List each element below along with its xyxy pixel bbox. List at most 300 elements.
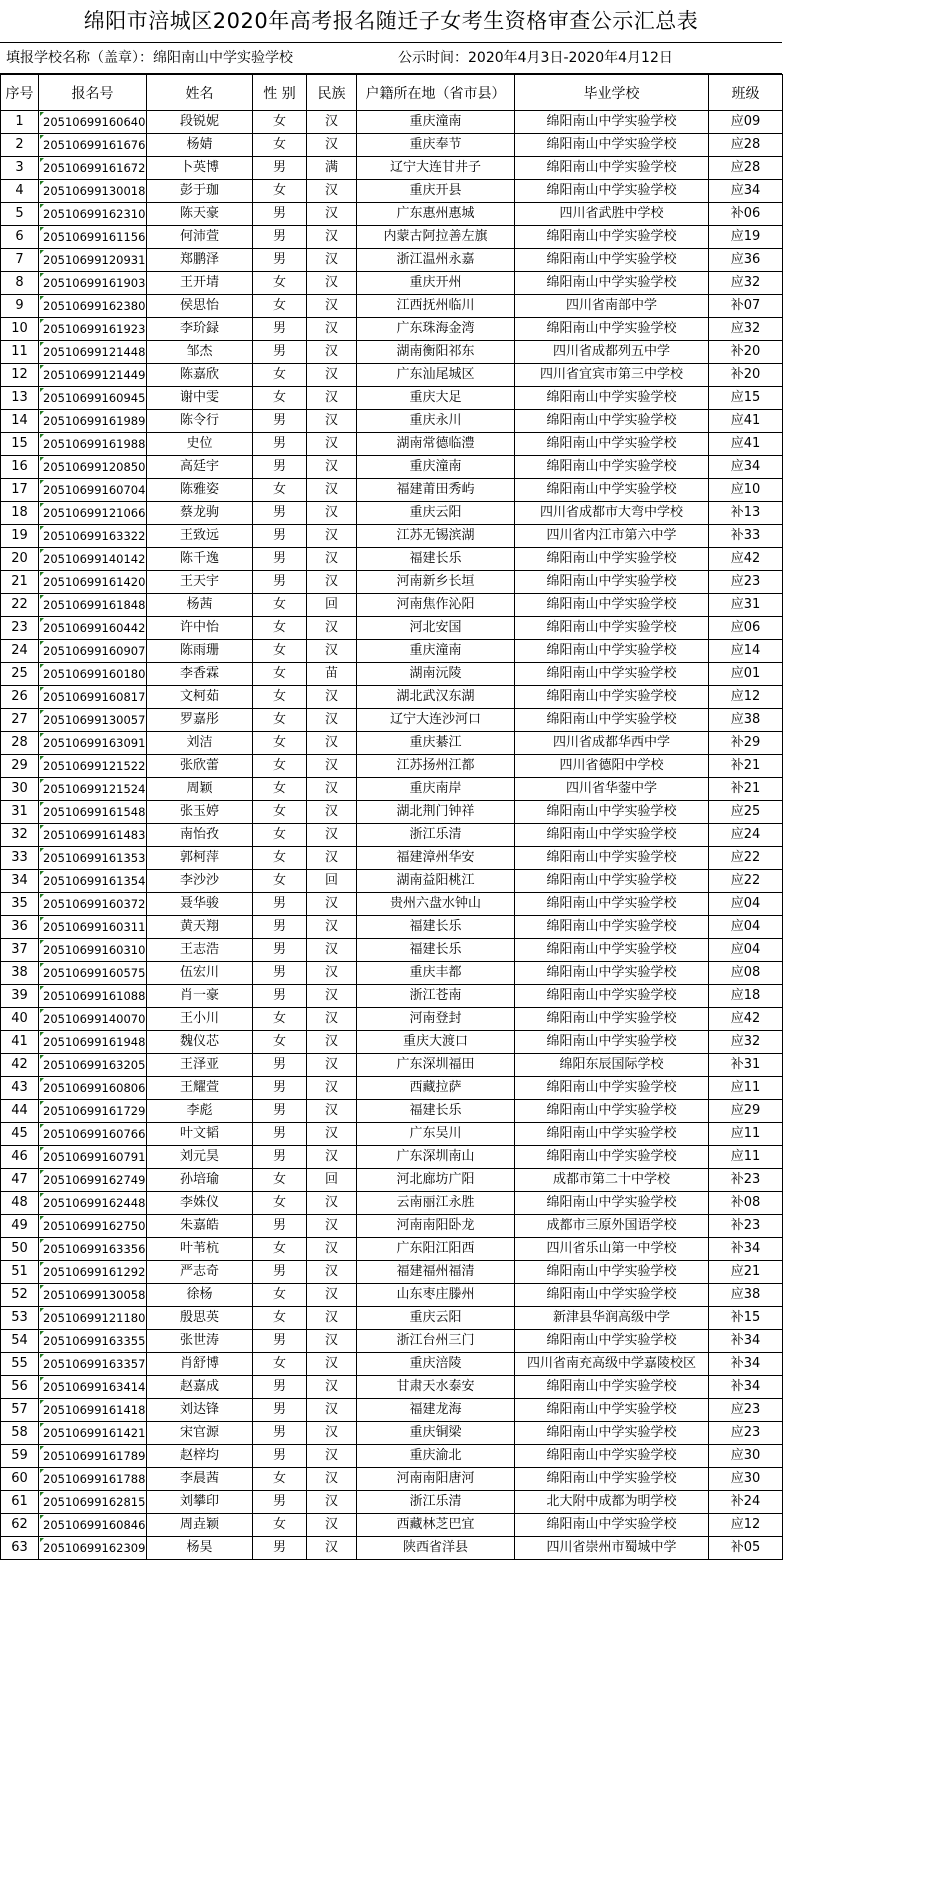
ethnicity-cell: 汉 <box>307 1376 357 1399</box>
reg-no-cell: 20510699160442 <box>39 617 147 640</box>
table-row <box>1 1077 783 1100</box>
hukou-cell: 湖北荆门钟祥 <box>357 801 515 824</box>
reg-no-cell: 20510699121066 <box>39 502 147 525</box>
gender-cell: 男 <box>253 341 307 364</box>
class-cell: 应34 <box>709 456 783 479</box>
class-cell: 应32 <box>709 1031 783 1054</box>
name-cell: 张欣蕾 <box>147 755 253 778</box>
reg-no-cell: 20510699161418 <box>39 1399 147 1422</box>
seq-cell: 63 <box>1 1537 39 1560</box>
hukou-cell: 福建长乐 <box>357 939 515 962</box>
school-cell: 绵阳南山中学实验学校 <box>515 801 709 824</box>
table-row <box>1 1376 783 1399</box>
seq-cell: 27 <box>1 709 39 732</box>
seq-cell: 13 <box>1 387 39 410</box>
school-cell: 绵阳南山中学实验学校 <box>515 456 709 479</box>
name-cell: 南怡孜 <box>147 824 253 847</box>
gender-cell: 男 <box>253 410 307 433</box>
reg-no-cell: 20510699161903 <box>39 272 147 295</box>
name-cell: 高廷宇 <box>147 456 253 479</box>
table-row <box>1 1399 783 1422</box>
ethnicity-cell: 汉 <box>307 226 357 249</box>
hukou-cell: 重庆潼南 <box>357 456 515 479</box>
school-cell: 绵阳南山中学实验学校 <box>515 1146 709 1169</box>
name-cell: 肖舒博 <box>147 1353 253 1376</box>
hukou-cell: 重庆綦江 <box>357 732 515 755</box>
table-row <box>1 364 783 387</box>
school-cell: 四川省华蓥中学 <box>515 778 709 801</box>
reg-no-cell: 20510699163322 <box>39 525 147 548</box>
name-cell: 侯思怡 <box>147 295 253 318</box>
reg-no-cell: 20510699121180 <box>39 1307 147 1330</box>
table-row <box>1 617 783 640</box>
class-cell: 应11 <box>709 1146 783 1169</box>
table-row <box>1 1445 783 1468</box>
gender-cell: 女 <box>253 732 307 755</box>
seq-cell: 3 <box>1 157 39 180</box>
ethnicity-cell: 汉 <box>307 824 357 847</box>
seq-cell: 16 <box>1 456 39 479</box>
gender-cell: 男 <box>253 939 307 962</box>
hukou-cell: 浙江苍南 <box>357 985 515 1008</box>
reg-no-cell: 20510699163091 <box>39 732 147 755</box>
hukou-cell: 福建漳州华安 <box>357 847 515 870</box>
school-cell: 绵阳南山中学实验学校 <box>515 479 709 502</box>
class-cell: 应09 <box>709 111 783 134</box>
class-cell: 应04 <box>709 939 783 962</box>
gender-cell: 男 <box>253 456 307 479</box>
name-cell: 李沙沙 <box>147 870 253 893</box>
ethnicity-cell: 汉 <box>307 985 357 1008</box>
gender-cell: 男 <box>253 1215 307 1238</box>
class-cell: 应15 <box>709 387 783 410</box>
school-cell: 四川省南部中学 <box>515 295 709 318</box>
hukou-cell: 山东枣庄滕州 <box>357 1284 515 1307</box>
gender-cell: 女 <box>253 111 307 134</box>
ethnicity-cell: 汉 <box>307 1192 357 1215</box>
hukou-cell: 广东深圳福田 <box>357 1054 515 1077</box>
reg-no-cell: 20510699160311 <box>39 916 147 939</box>
table-row <box>1 272 783 295</box>
seq-cell: 44 <box>1 1100 39 1123</box>
hukou-cell: 云南丽江永胜 <box>357 1192 515 1215</box>
gender-cell: 女 <box>253 1008 307 1031</box>
class-cell: 补07 <box>709 295 783 318</box>
name-cell: 李香霖 <box>147 663 253 686</box>
name-cell: 王小川 <box>147 1008 253 1031</box>
ethnicity-cell: 回 <box>307 870 357 893</box>
hukou-cell: 江苏无锡滨湖 <box>357 525 515 548</box>
ethnicity-cell: 汉 <box>307 732 357 755</box>
hukou-cell: 内蒙古阿拉善左旗 <box>357 226 515 249</box>
reg-no-cell: 20510699163357 <box>39 1353 147 1376</box>
name-cell: 孙培瑜 <box>147 1169 253 1192</box>
class-cell: 补20 <box>709 341 783 364</box>
ethnicity-cell: 汉 <box>307 525 357 548</box>
school-cell: 绵阳南山中学实验学校 <box>515 111 709 134</box>
school-cell: 绵阳南山中学实验学校 <box>515 1330 709 1353</box>
seq-cell: 29 <box>1 755 39 778</box>
school-cell: 绵阳南山中学实验学校 <box>515 1468 709 1491</box>
seq-cell: 49 <box>1 1215 39 1238</box>
gender-cell: 女 <box>253 1468 307 1491</box>
name-cell: 刘洁 <box>147 732 253 755</box>
name-cell: 彭于珈 <box>147 180 253 203</box>
class-cell: 补23 <box>709 1215 783 1238</box>
table-row <box>1 134 783 157</box>
school-cell: 四川省武胜中学校 <box>515 203 709 226</box>
reg-no-cell: 20510699162448 <box>39 1192 147 1215</box>
ethnicity-cell: 汉 <box>307 1146 357 1169</box>
reg-no-cell: 20510699160180 <box>39 663 147 686</box>
table-row <box>1 502 783 525</box>
ethnicity-cell: 汉 <box>307 410 357 433</box>
gender-cell: 男 <box>253 433 307 456</box>
reg-no-cell: 20510699161354 <box>39 870 147 893</box>
class-cell: 补20 <box>709 364 783 387</box>
name-cell: 史位 <box>147 433 253 456</box>
name-cell: 许中怡 <box>147 617 253 640</box>
gender-cell: 女 <box>253 824 307 847</box>
hukou-cell: 湖南益阳桃江 <box>357 870 515 893</box>
table-row <box>1 1008 783 1031</box>
table-row <box>1 479 783 502</box>
seq-cell: 33 <box>1 847 39 870</box>
ethnicity-cell: 汉 <box>307 318 357 341</box>
seq-cell: 12 <box>1 364 39 387</box>
name-cell: 周垚颖 <box>147 1514 253 1537</box>
school-cell: 绵阳南山中学实验学校 <box>515 962 709 985</box>
name-cell: 王开埥 <box>147 272 253 295</box>
school-cell: 四川省内江市第六中学 <box>515 525 709 548</box>
school-cell: 绵阳南山中学实验学校 <box>515 1008 709 1031</box>
gender-cell: 女 <box>253 1169 307 1192</box>
table-row <box>1 801 783 824</box>
table-row <box>1 318 783 341</box>
reg-no-cell: 20510699160310 <box>39 939 147 962</box>
class-cell: 补34 <box>709 1330 783 1353</box>
header-cell: 报名号 <box>39 75 147 111</box>
hukou-cell: 重庆南岸 <box>357 778 515 801</box>
school-cell: 绵阳南山中学实验学校 <box>515 640 709 663</box>
table-row <box>1 870 783 893</box>
hukou-cell: 江苏扬州江都 <box>357 755 515 778</box>
table-row <box>1 1192 783 1215</box>
hukou-cell: 福建福州福清 <box>357 1261 515 1284</box>
gender-cell: 男 <box>253 203 307 226</box>
table-row <box>1 433 783 456</box>
ethnicity-cell: 汉 <box>307 755 357 778</box>
ethnicity-cell: 汉 <box>307 778 357 801</box>
class-cell: 补08 <box>709 1192 783 1215</box>
gender-cell: 女 <box>253 870 307 893</box>
reg-no-cell: 20510699120850 <box>39 456 147 479</box>
seq-cell: 56 <box>1 1376 39 1399</box>
ethnicity-cell: 汉 <box>307 1445 357 1468</box>
ethnicity-cell: 汉 <box>307 1077 357 1100</box>
hukou-cell: 西藏拉萨 <box>357 1077 515 1100</box>
table-row <box>1 1537 783 1560</box>
gender-cell: 男 <box>253 1445 307 1468</box>
class-cell: 应30 <box>709 1468 783 1491</box>
ethnicity-cell: 汉 <box>307 1468 357 1491</box>
name-cell: 郭柯萍 <box>147 847 253 870</box>
seq-cell: 34 <box>1 870 39 893</box>
hukou-cell: 重庆渝北 <box>357 1445 515 1468</box>
ethnicity-cell: 汉 <box>307 709 357 732</box>
hukou-cell: 河南登封 <box>357 1008 515 1031</box>
ethnicity-cell: 汉 <box>307 1491 357 1514</box>
gender-cell: 女 <box>253 640 307 663</box>
seq-cell: 14 <box>1 410 39 433</box>
table-row <box>1 1100 783 1123</box>
class-cell: 应42 <box>709 1008 783 1031</box>
class-cell: 应31 <box>709 594 783 617</box>
table-row <box>1 1353 783 1376</box>
table-row <box>1 525 783 548</box>
seq-cell: 37 <box>1 939 39 962</box>
seq-cell: 31 <box>1 801 39 824</box>
seq-cell: 57 <box>1 1399 39 1422</box>
gender-cell: 女 <box>253 1192 307 1215</box>
table-row <box>1 387 783 410</box>
table-row <box>1 1514 783 1537</box>
school-cell: 绵阳南山中学实验学校 <box>515 709 709 732</box>
seq-cell: 19 <box>1 525 39 548</box>
header-cell: 民族 <box>307 75 357 111</box>
seq-cell: 53 <box>1 1307 39 1330</box>
class-cell: 补05 <box>709 1537 783 1560</box>
hukou-cell: 重庆潼南 <box>357 640 515 663</box>
class-cell: 应24 <box>709 824 783 847</box>
reg-no-cell: 20510699121449 <box>39 364 147 387</box>
hukou-cell: 湖南衡阳祁东 <box>357 341 515 364</box>
reg-no-cell: 20510699161676 <box>39 134 147 157</box>
gender-cell: 男 <box>253 571 307 594</box>
ethnicity-cell: 汉 <box>307 801 357 824</box>
school-cell: 绵阳南山中学实验学校 <box>515 272 709 295</box>
roster-table <box>0 74 783 1560</box>
reg-no-cell: 20510699130058 <box>39 1284 147 1307</box>
ethnicity-cell: 汉 <box>307 249 357 272</box>
ethnicity-cell: 汉 <box>307 893 357 916</box>
ethnicity-cell: 汉 <box>307 203 357 226</box>
gender-cell: 女 <box>253 1284 307 1307</box>
seq-cell: 52 <box>1 1284 39 1307</box>
table-row <box>1 640 783 663</box>
school-cell: 成都市三原外国语学校 <box>515 1215 709 1238</box>
seq-cell: 8 <box>1 272 39 295</box>
class-cell: 应28 <box>709 157 783 180</box>
header-cell: 班级 <box>709 75 783 111</box>
reg-no-cell: 20510699161672 <box>39 157 147 180</box>
class-cell: 应42 <box>709 548 783 571</box>
ethnicity-cell: 汉 <box>307 1215 357 1238</box>
table-row <box>1 1284 783 1307</box>
gender-cell: 男 <box>253 1330 307 1353</box>
seq-cell: 7 <box>1 249 39 272</box>
gender-cell: 男 <box>253 1054 307 1077</box>
table-row <box>1 778 783 801</box>
name-cell: 邹杰 <box>147 341 253 364</box>
ethnicity-cell: 汉 <box>307 456 357 479</box>
ethnicity-cell: 汉 <box>307 1307 357 1330</box>
table-row <box>1 111 783 134</box>
school-cell: 绵阳南山中学实验学校 <box>515 847 709 870</box>
seq-cell: 45 <box>1 1123 39 1146</box>
ethnicity-cell: 汉 <box>307 272 357 295</box>
name-cell: 王泽亚 <box>147 1054 253 1077</box>
name-cell: 黄天翔 <box>147 916 253 939</box>
seq-cell: 18 <box>1 502 39 525</box>
school-cell: 绵阳南山中学实验学校 <box>515 1376 709 1399</box>
reg-no-cell: 20510699160907 <box>39 640 147 663</box>
gender-cell: 男 <box>253 1077 307 1100</box>
name-cell: 李彪 <box>147 1100 253 1123</box>
school-cell: 绵阳南山中学实验学校 <box>515 571 709 594</box>
name-cell: 叶文韬 <box>147 1123 253 1146</box>
table-row <box>1 180 783 203</box>
reg-no-cell: 20510699160372 <box>39 893 147 916</box>
ethnicity-cell: 汉 <box>307 962 357 985</box>
ethnicity-cell: 回 <box>307 1169 357 1192</box>
ethnicity-cell: 汉 <box>307 1514 357 1537</box>
name-cell: 陈雨珊 <box>147 640 253 663</box>
reg-no-cell: 20510699121522 <box>39 755 147 778</box>
seq-cell: 50 <box>1 1238 39 1261</box>
reg-no-cell: 20510699161729 <box>39 1100 147 1123</box>
reg-no-cell: 20510699161789 <box>39 1445 147 1468</box>
class-cell: 应36 <box>709 249 783 272</box>
name-cell: 何沛萱 <box>147 226 253 249</box>
ethnicity-cell: 汉 <box>307 295 357 318</box>
info-line <box>0 43 782 74</box>
school-label: 填报学校名称（盖章）：绵阳南山中学实验学校 <box>6 50 293 66</box>
reg-no-cell: 20510699163205 <box>39 1054 147 1077</box>
gender-cell: 女 <box>253 1031 307 1054</box>
seq-cell: 6 <box>1 226 39 249</box>
table-row <box>1 1307 783 1330</box>
hukou-cell: 江西抚州临川 <box>357 295 515 318</box>
seq-cell: 51 <box>1 1261 39 1284</box>
school-cell: 绵阳南山中学实验学校 <box>515 594 709 617</box>
school-cell: 绵阳南山中学实验学校 <box>515 180 709 203</box>
table-row <box>1 893 783 916</box>
name-cell: 叶苇杭 <box>147 1238 253 1261</box>
gender-cell: 男 <box>253 1491 307 1514</box>
school-cell: 绵阳南山中学实验学校 <box>515 1399 709 1422</box>
ethnicity-cell: 汉 <box>307 341 357 364</box>
name-cell: 杨昊 <box>147 1537 253 1560</box>
gender-cell: 女 <box>253 295 307 318</box>
seq-cell: 17 <box>1 479 39 502</box>
hukou-cell: 湖北武汉东湖 <box>357 686 515 709</box>
class-cell: 应18 <box>709 985 783 1008</box>
gender-cell: 女 <box>253 1307 307 1330</box>
name-cell: 赵嘉成 <box>147 1376 253 1399</box>
hukou-cell: 广东惠州惠城 <box>357 203 515 226</box>
reg-no-cell: 20510699140142 <box>39 548 147 571</box>
class-cell: 应23 <box>709 1399 783 1422</box>
class-cell: 应30 <box>709 1445 783 1468</box>
table-row <box>1 1169 783 1192</box>
table-row <box>1 1261 783 1284</box>
ethnicity-cell: 汉 <box>307 433 357 456</box>
school-cell: 绵阳南山中学实验学校 <box>515 548 709 571</box>
gender-cell: 男 <box>253 893 307 916</box>
ethnicity-cell: 汉 <box>307 1054 357 1077</box>
header-cell: 毕业学校 <box>515 75 709 111</box>
seq-cell: 54 <box>1 1330 39 1353</box>
seq-cell: 2 <box>1 134 39 157</box>
school-cell: 绵阳南山中学实验学校 <box>515 1422 709 1445</box>
school-cell: 四川省成都华西中学 <box>515 732 709 755</box>
ethnicity-cell: 汉 <box>307 1238 357 1261</box>
table-row <box>1 226 783 249</box>
reg-no-cell: 20510699161948 <box>39 1031 147 1054</box>
seq-cell: 15 <box>1 433 39 456</box>
name-cell: 周颖 <box>147 778 253 801</box>
school-cell: 绵阳南山中学实验学校 <box>515 433 709 456</box>
seq-cell: 11 <box>1 341 39 364</box>
hukou-cell: 河北安国 <box>357 617 515 640</box>
hukou-cell: 广东阳江阳西 <box>357 1238 515 1261</box>
gender-cell: 男 <box>253 1261 307 1284</box>
seq-cell: 42 <box>1 1054 39 1077</box>
school-cell: 四川省乐山第一中学校 <box>515 1238 709 1261</box>
school-cell: 绵阳南山中学实验学校 <box>515 134 709 157</box>
hukou-cell: 重庆丰都 <box>357 962 515 985</box>
ethnicity-cell: 汉 <box>307 640 357 663</box>
table-row <box>1 686 783 709</box>
name-cell: 张世涛 <box>147 1330 253 1353</box>
gender-cell: 女 <box>253 1353 307 1376</box>
hukou-cell: 湖南常德临澧 <box>357 433 515 456</box>
hukou-cell: 河南南阳卧龙 <box>357 1215 515 1238</box>
hukou-cell: 福建长乐 <box>357 916 515 939</box>
reg-no-cell: 20510699161788 <box>39 1468 147 1491</box>
class-cell: 应19 <box>709 226 783 249</box>
name-cell: 刘达锋 <box>147 1399 253 1422</box>
school-cell: 绵阳南山中学实验学校 <box>515 1514 709 1537</box>
hukou-cell: 重庆永川 <box>357 410 515 433</box>
gender-cell: 男 <box>253 226 307 249</box>
hukou-cell: 广东珠海金湾 <box>357 318 515 341</box>
table-row <box>1 1330 783 1353</box>
reg-no-cell: 20510699161292 <box>39 1261 147 1284</box>
ethnicity-cell: 汉 <box>307 180 357 203</box>
school-cell: 北大附中成都为明学校 <box>515 1491 709 1514</box>
class-cell: 补33 <box>709 525 783 548</box>
class-cell: 应11 <box>709 1123 783 1146</box>
ethnicity-cell: 汉 <box>307 617 357 640</box>
table-row <box>1 1491 783 1514</box>
class-cell: 补06 <box>709 203 783 226</box>
name-cell: 陈天豪 <box>147 203 253 226</box>
class-cell: 应28 <box>709 134 783 157</box>
school-cell: 绵阳南山中学实验学校 <box>515 1077 709 1100</box>
table-row <box>1 1146 783 1169</box>
name-cell: 聂华骏 <box>147 893 253 916</box>
seq-cell: 1 <box>1 111 39 134</box>
ethnicity-cell: 汉 <box>307 548 357 571</box>
reg-no-cell: 20510699162380 <box>39 295 147 318</box>
class-cell: 应25 <box>709 801 783 824</box>
seq-cell: 30 <box>1 778 39 801</box>
gender-cell: 男 <box>253 1422 307 1445</box>
table-row <box>1 1238 783 1261</box>
reg-no-cell: 20510699121524 <box>39 778 147 801</box>
